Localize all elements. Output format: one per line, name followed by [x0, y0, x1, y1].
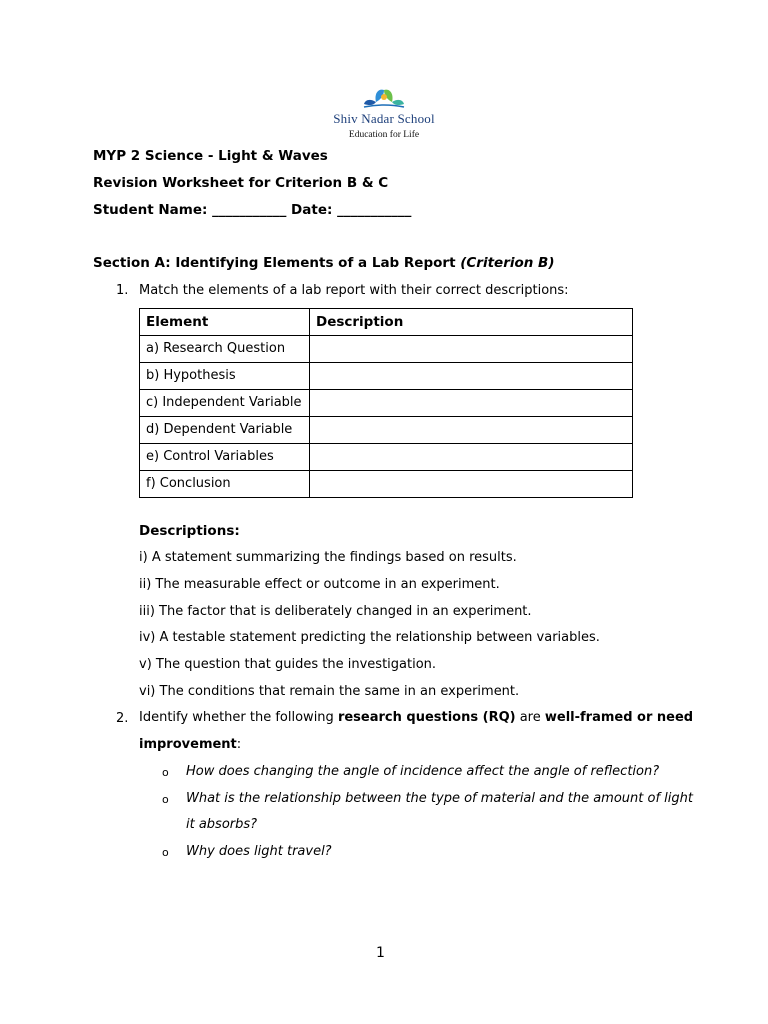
q2-text-line2 [139, 737, 241, 752]
rq-item-continued: it absorbs? [186, 817, 258, 832]
logo-tagline: Education for Life [348, 130, 420, 140]
q2-text-part: Identify whether the following [139, 710, 338, 725]
table-cell-element: d) Dependent Variable [140, 417, 310, 444]
section-a-title-text: Section A: Identifying Elements of a Lab Report [93, 255, 461, 271]
section-a-criterion: (Criterion B) [460, 255, 555, 271]
table-cell-answer[interactable] [310, 444, 633, 471]
bullet-icon: o [162, 846, 169, 859]
page-number: 1 [376, 945, 385, 961]
student-name-date-line: Student Name: ___________ Date: ___________ [93, 202, 412, 218]
q1-number: 1. [116, 283, 129, 298]
table-cell-answer[interactable] [310, 417, 633, 444]
table-cell-answer[interactable] [310, 363, 633, 390]
table-cell-element: a) Research Question [140, 336, 310, 363]
logo-emblem-icon [334, 84, 434, 114]
table-cell-answer[interactable] [310, 471, 633, 498]
q1-text: Match the elements of a lab report with their correct descriptions: [139, 283, 569, 298]
bullet-icon: o [162, 766, 169, 779]
rq-item: How does changing the angle of incidence affect the angle of reflection? [186, 764, 660, 779]
table-row [140, 336, 633, 363]
description-item: iv) A testable statement predicting the relationship between variables. [139, 630, 600, 645]
description-item: ii) The measurable effect or outcome in an experiment. [139, 577, 500, 592]
table-row [140, 417, 633, 444]
description-item: v) The question that guides the investigation. [139, 657, 437, 672]
descriptions-heading: Descriptions: [139, 523, 240, 539]
table-row [140, 390, 633, 417]
table-row [140, 444, 633, 471]
table-cell-element: c) Independent Variable [140, 390, 310, 417]
table-cell-element: e) Control Variables [140, 444, 310, 471]
bullet-icon: o [162, 793, 169, 806]
q2-number: 2. [116, 711, 129, 726]
rq-item: What is the relationship between the type of material and the amount of light [186, 791, 693, 806]
table-header-element: Element [140, 309, 310, 336]
q2-text-bold: improvement [139, 737, 237, 752]
logo-school-name: Shiv Nadar School [333, 111, 435, 126]
table-row [140, 471, 633, 498]
section-a-title [93, 255, 555, 271]
table-cell-element: b) Hypothesis [140, 363, 310, 390]
matching-table [139, 308, 633, 498]
q2-text-part: are [515, 710, 545, 725]
table-cell-answer[interactable] [310, 336, 633, 363]
description-item: iii) The factor that is deliberately changed in an experiment. [139, 604, 532, 619]
table-header-description: Description [310, 309, 633, 336]
table-cell-answer[interactable] [310, 390, 633, 417]
table-row [140, 363, 633, 390]
q2-text [139, 710, 693, 725]
rq-item: Why does light travel? [186, 844, 332, 859]
q2-text-bold: research questions (RQ) [337, 710, 516, 725]
description-item: vi) The conditions that remain the same in an experiment. [139, 684, 520, 699]
worksheet-subject: MYP 2 Science - Light & Waves [93, 148, 328, 164]
q2-text-bold: well-framed or need [544, 710, 694, 725]
description-item: i) A statement summarizing the findings based on results. [139, 550, 517, 565]
worksheet-title: Revision Worksheet for Criterion B & C [93, 175, 389, 191]
table-cell-element: f) Conclusion [140, 471, 310, 498]
q2-text-part: : [236, 737, 242, 752]
table-header-row [140, 309, 633, 336]
